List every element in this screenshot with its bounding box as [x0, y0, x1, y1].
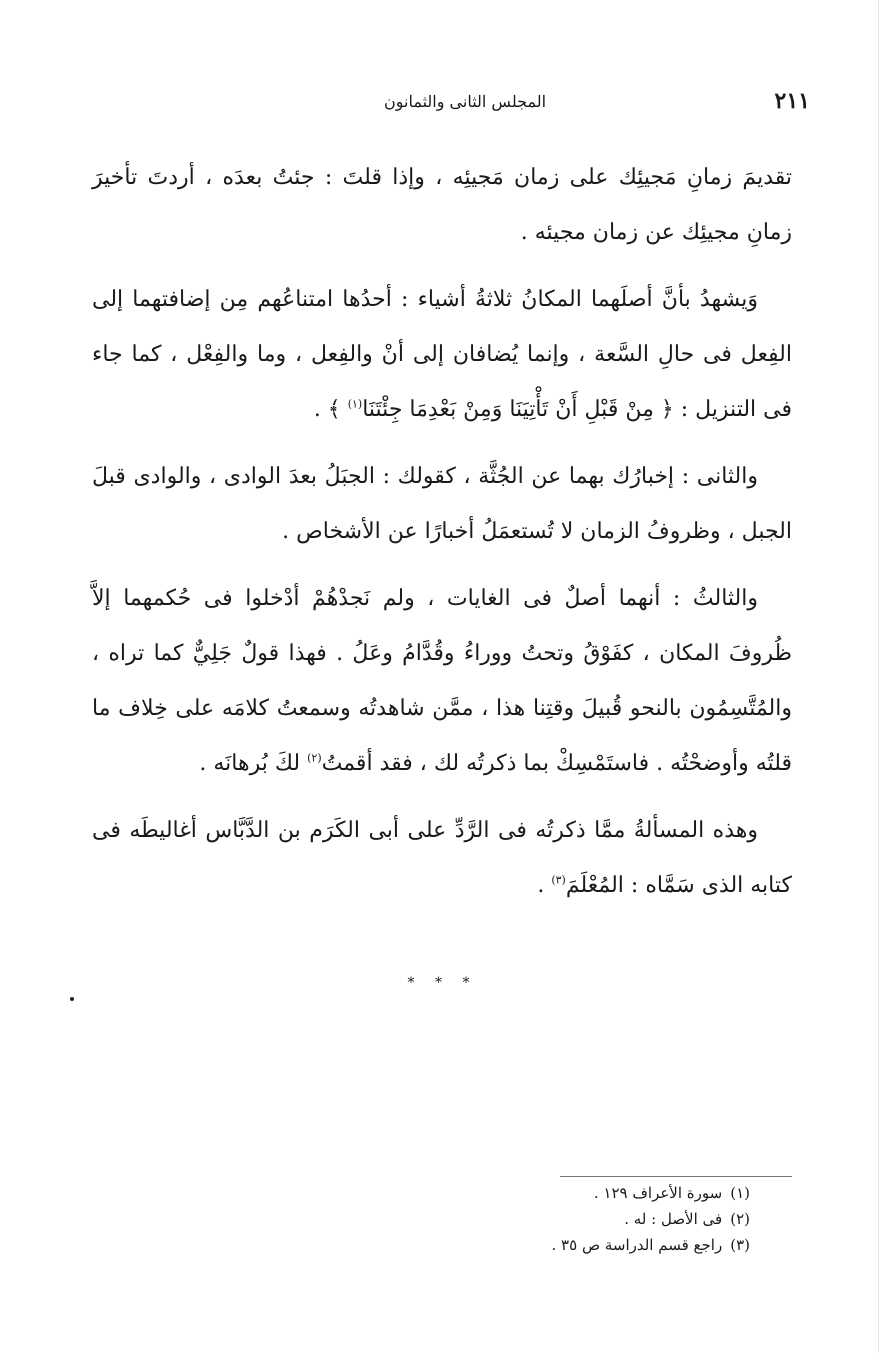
footnote-number: (١) — [730, 1184, 750, 1202]
page-number: ٢١١ — [774, 88, 810, 114]
footnotes — [300, 1180, 750, 1258]
footnote-reference[interactable]: (١) — [347, 397, 363, 411]
paragraph-text: وَيشهدُ بأنَّ أصلَهما المكانُ ثلاثةُ أشياء : أحدُها امتناعُهم مِن إضافتهما إلى الفِعل فى حالِ السَّعة ، وإنما يُضافان إلى أنْ والفِعل ، وما والفِعْل ، كما جاء فى التنزيل : ﴿ مِنْ قَبْلِ أَنْ تَأْتِيَنَا وَمِنْ بَعْدِمَا جِئْتَنَا — [92, 287, 792, 422]
paragraph-text: تقديمَ زمانِ مَجيئِك على زمان مَجيئِه ، وإذا قلتَ : جئتُ بعدَه ، أردتَ تأخيرَ زمانِ مجيئِك عن زمان مجيئه . — [92, 165, 792, 245]
paragraph — [92, 150, 792, 260]
paragraph — [92, 571, 792, 791]
footnote — [300, 1180, 750, 1206]
paragraph — [92, 272, 792, 437]
page-edge-line — [878, 0, 879, 1353]
footnote-number: (٣) — [730, 1236, 750, 1254]
footnote-text: راجع قسم الدراسة ص ٣٥ . — [551, 1236, 723, 1254]
paragraph — [92, 803, 792, 913]
paragraph-text-end: لكَ بُرهانَه . — [199, 751, 308, 776]
page-header — [120, 86, 810, 122]
paragraph-text-end: . — [537, 873, 552, 898]
section-ornament: * * * — [407, 975, 478, 991]
footnote-separator — [560, 1176, 792, 1177]
footnote-reference[interactable]: (٢) — [307, 751, 322, 765]
paragraph-text: والثانى : إخبارُك بهما عن الجُثَّة ، كقولك : الجبَلُ بعدَ الوادى ، والوادى قبلَ الجبل ، وظروفُ الزمان لا تُستعمَلُ أخبارًا عن الأشخاص . — [92, 464, 792, 544]
paragraph-text: والثالثُ : أنهما أصلٌ فى الغايات ، ولم نَجدْهُمْ أدْخلوا فى حُكمهما إلاَّ ظُروفَ المكان ، كفَوْقُ وتحتُ ووراءُ وقُدَّامُ وعَلُ . فهذا قولٌ جَلِيٌّ كما تراه ، والمُتَّسِمُون بالنحو قُبيلَ وقتِنا هذا ، ممَّن شاهدتُه وسمعتُ كلامَه على خِلاف ما قلتُه وأوضحْتُه . فاستَمْسِكْ بما ذكرتُه لك ، فقد أقمتُ — [92, 586, 792, 776]
footnote-text: سورة الأعراف ١٢٩ . — [593, 1184, 723, 1202]
print-speck — [70, 997, 74, 1001]
paragraph-text: وهذه المسألةُ ممَّا ذكرتُه فى الرَّدِّ على أبى الكَرَم بن الدَّبَّاس أغاليطَه فى كتابه الذى سَمَّاه : المُعْلَمَ — [92, 818, 792, 898]
footnote — [300, 1206, 750, 1232]
footnote-number: (٢) — [730, 1210, 750, 1228]
footnote-text: فى الأصل : له . — [624, 1210, 723, 1228]
running-title: المجلس الثانى والثمانون — [383, 92, 547, 111]
footnote-reference[interactable]: (٣) — [551, 873, 566, 887]
paragraph — [92, 449, 792, 559]
paragraph-text-end: ﴾ . — [313, 397, 348, 422]
footnote — [300, 1232, 750, 1258]
main-text — [92, 150, 792, 925]
